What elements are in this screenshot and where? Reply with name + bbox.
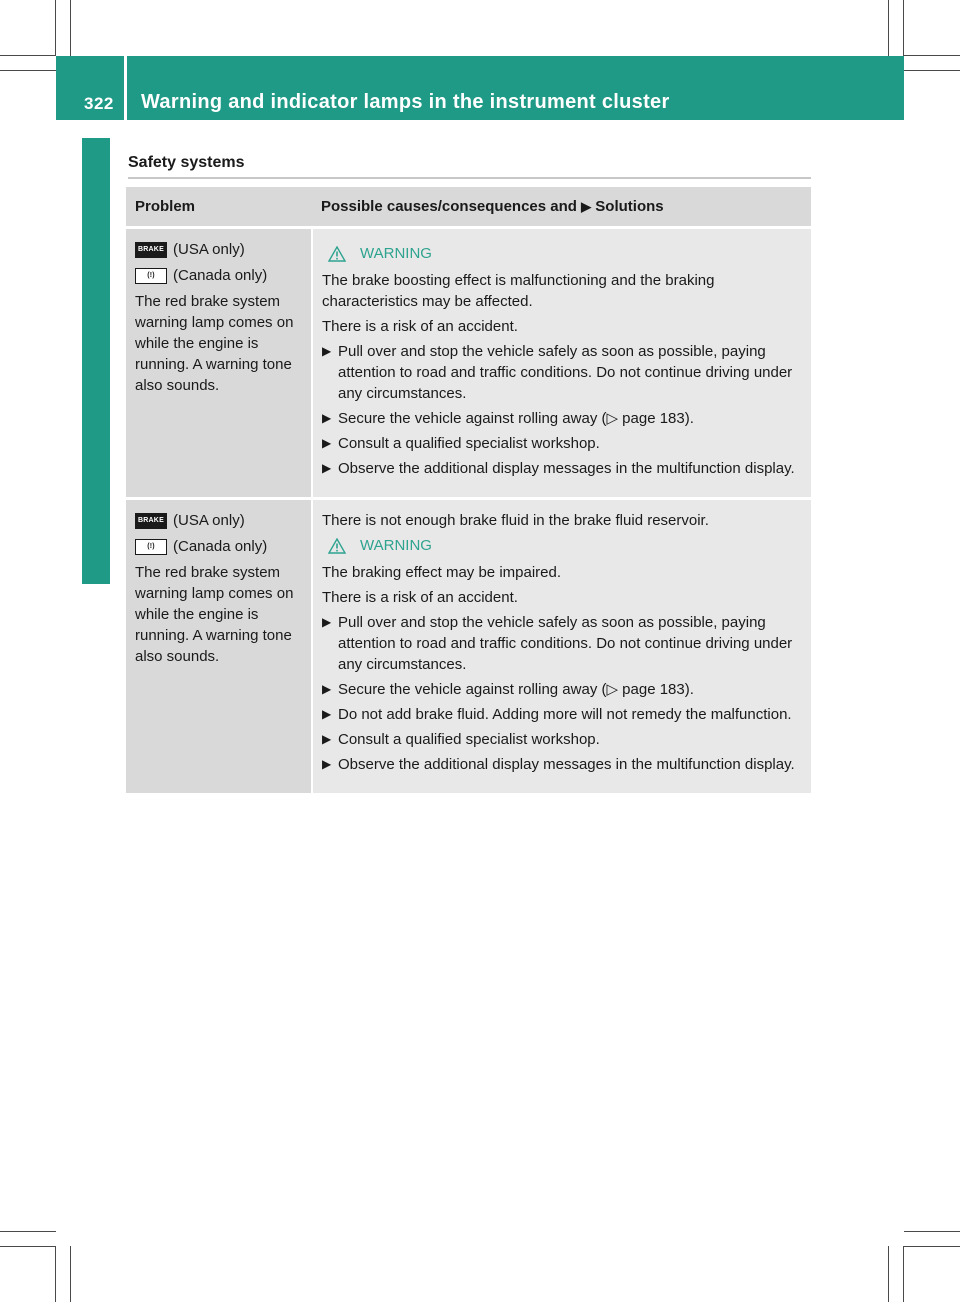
crop-mark [904, 55, 960, 56]
play-arrow-icon: ▶ [581, 199, 592, 214]
crop-mark [888, 1246, 889, 1302]
safety-systems-table [126, 187, 811, 793]
table-header-row [126, 187, 811, 228]
lamp-label-usa: (USA only) [173, 241, 245, 258]
play-arrow-icon: ▶ [322, 411, 332, 425]
crop-mark [888, 0, 889, 56]
step-text: Do not add brake fluid. Adding more will not remedy the malfunction. [338, 706, 792, 723]
crop-mark [70, 1246, 71, 1302]
solution-step [322, 679, 805, 700]
warning-text: There is a risk of an accident. [322, 589, 518, 606]
crop-mark [70, 0, 71, 56]
lamp-line-canada [135, 536, 305, 557]
lamp-line-usa [135, 239, 305, 260]
step-text: Secure the vehicle against rolling away (▷ page 183). [338, 681, 694, 698]
problem-description: The red brake system warning lamp comes on while the engine is running. A warning tone also sounds. [135, 293, 294, 394]
brake-lamp-icon: BRAKE [135, 242, 167, 258]
page-header [56, 56, 904, 120]
column-header-problem: Problem [126, 187, 312, 228]
play-arrow-icon: ▶ [322, 615, 332, 629]
step-text: Consult a qualified specialist workshop. [338, 731, 600, 748]
crop-mark [903, 0, 904, 56]
play-arrow-icon: ▶ [322, 682, 332, 696]
brake-circle-lamp-icon: (!) [135, 268, 167, 284]
play-arrow-icon: ▶ [322, 436, 332, 450]
page-number: 322 [84, 94, 114, 113]
column-header-solutions-prefix: Possible causes/consequences and [321, 198, 577, 215]
solution-step [322, 341, 805, 404]
lamp-label-canada: (Canada only) [173, 267, 268, 284]
play-arrow-icon: ▶ [322, 732, 332, 746]
warning-triangle-icon [328, 538, 346, 554]
play-arrow-icon: ▶ [322, 461, 332, 475]
section-rule [128, 177, 811, 179]
warning-label: WARNING [360, 245, 432, 262]
solution-step [322, 704, 805, 725]
solution-step [322, 408, 805, 429]
solution-cell [312, 499, 811, 794]
table-row [126, 499, 811, 794]
play-arrow-icon: ▶ [322, 344, 332, 358]
lamp-line-usa [135, 510, 305, 531]
warning-text: The braking effect may be impaired. [322, 564, 562, 581]
column-header-solutions-suffix: Solutions [595, 198, 664, 215]
step-text: Pull over and stop the vehicle safely as soon as possible, paying attention to road and traffic conditions. Do not continue driving under any circumstances. [338, 343, 793, 402]
solution-step [322, 458, 805, 479]
step-text: Observe the additional display messages in the multifunction display. [338, 756, 795, 773]
crop-mark [904, 1246, 960, 1247]
solution-cell [312, 228, 811, 499]
page-title: Warning and indicator lamps in the instrument cluster [141, 91, 670, 113]
problem-cell [126, 499, 312, 794]
crop-mark [55, 1246, 56, 1302]
cause-text: There is not enough brake fluid in the brake fluid reservoir. [322, 512, 709, 529]
table-row [126, 228, 811, 499]
step-text: Observe the additional display messages in the multifunction display. [338, 460, 795, 477]
solution-step [322, 729, 805, 750]
crop-mark [904, 70, 960, 71]
play-arrow-icon: ▶ [322, 757, 332, 771]
crop-mark [903, 1246, 904, 1302]
warning-heading [322, 535, 805, 556]
lamp-line-canada [135, 265, 305, 286]
step-text: Secure the vehicle against rolling away (▷ page 183). [338, 410, 694, 427]
lamp-label-usa: (USA only) [173, 512, 245, 529]
solution-step [322, 754, 805, 775]
brake-lamp-icon: BRAKE [135, 513, 167, 529]
problem-description: The red brake system warning lamp comes on while the engine is running. A warning tone also sounds. [135, 564, 294, 665]
play-arrow-icon: ▶ [322, 707, 332, 721]
solution-step [322, 612, 805, 675]
warning-heading [322, 243, 805, 264]
chapter-title [84, 508, 107, 528]
crop-mark [0, 55, 56, 56]
column-header-solutions [312, 187, 811, 228]
brake-circle-lamp-icon: (!) [135, 539, 167, 555]
lamp-label-canada: (Canada only) [173, 538, 268, 555]
crop-mark [55, 0, 56, 56]
section-title: Safety systems [128, 154, 245, 171]
crop-mark [0, 1246, 56, 1247]
crop-mark [0, 1231, 56, 1232]
crop-mark [904, 1231, 960, 1232]
warning-text: There is a risk of an accident. [322, 318, 518, 335]
step-text: Pull over and stop the vehicle safely as soon as possible, paying attention to road and traffic conditions. Do not continue driving under any circumstances. [338, 614, 793, 673]
warning-triangle-icon [328, 246, 346, 262]
warning-label: WARNING [360, 537, 432, 554]
solution-step [322, 433, 805, 454]
warning-text: The brake boosting effect is malfunctioning and the braking characteristics may be affected. [322, 272, 715, 310]
crop-mark [0, 70, 56, 71]
step-text: Consult a qualified specialist workshop. [338, 435, 600, 452]
problem-cell [126, 228, 312, 499]
